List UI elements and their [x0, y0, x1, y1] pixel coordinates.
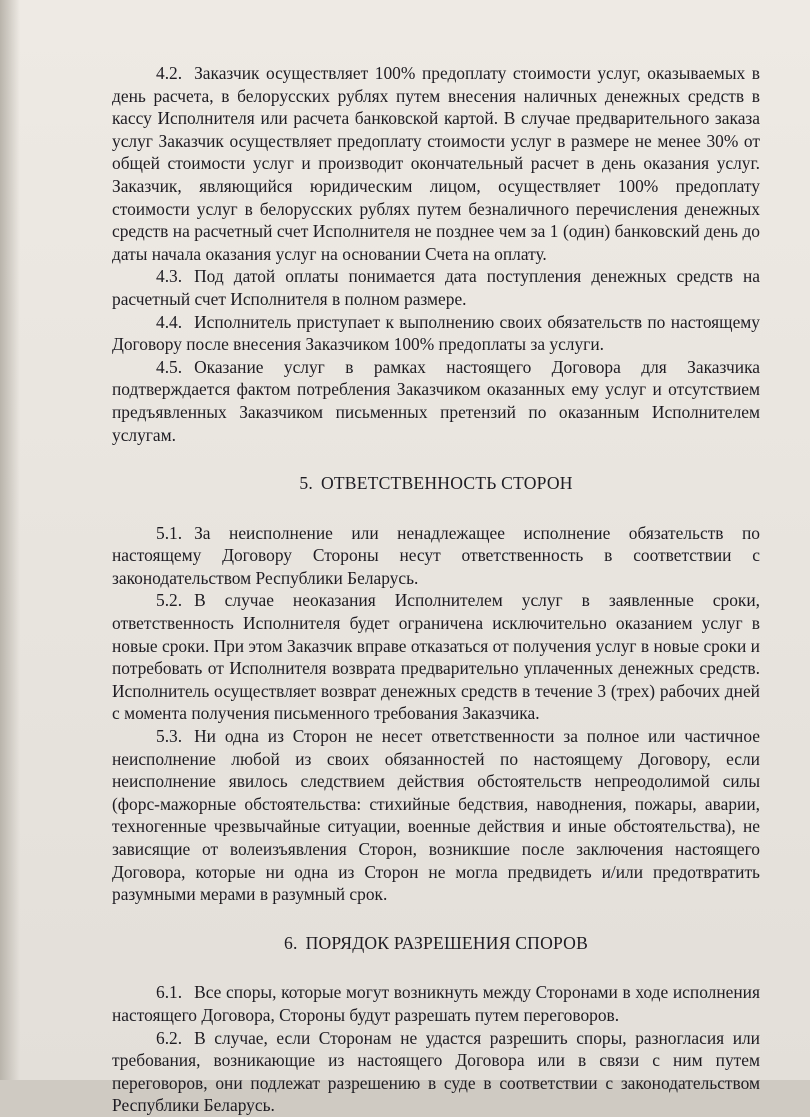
clause-6-1	[112, 981, 760, 1026]
clause-text: Оказание услуг в рамках настоящего Договора для Заказчика подтверждается фактом потребления Заказчиком оказанных ему услуг и отсутствием предъявленных Заказчиком письменных претензий по оказанным Исполнителем услугам.	[112, 356, 760, 445]
clause-number: 4.4.	[156, 311, 183, 332]
clause-number: 5.2.	[156, 590, 183, 611]
clause-5-3	[112, 725, 760, 906]
clause-text: Под датой оплаты понимается дата поступления денежных средств на расчетный счет Исполнителя в полном размере.	[112, 266, 760, 309]
clause-text: Все споры, которые могут возникнуть между Сторонами в ходе исполнения настоящего Договора, Стороны будут разрешать путем переговоров.	[112, 982, 760, 1025]
clause-text: В случае, если Сторонам не удастся разрешить споры, разногласия или требования, возникающие из настоящего Договора или в связи с ним путем переговоров, они подлежат разрешению в суде в соответствии с законодательством Республики Беларусь.	[112, 1027, 760, 1116]
clause-number: 4.3.	[156, 266, 183, 287]
section-5-heading	[112, 472, 760, 495]
clause-number: 6.2.	[156, 1027, 183, 1048]
clause-4-5	[112, 356, 760, 446]
section-title: ОТВЕТСТВЕННОСТЬ СТОРОН	[320, 473, 573, 494]
clause-text: За неисполнение или ненадлежащее исполнение обязательств по настоящему Договору Стороны несут ответственность в соответствии с законодательством Республики Беларусь.	[112, 522, 760, 588]
clause-4-3	[112, 265, 760, 310]
clause-6-2	[112, 1027, 760, 1117]
clause-text: Исполнитель приступает к выполнению своих обязательств по настоящему Договору после внесения Заказчиком 100% предоплаты за услуги.	[112, 311, 760, 355]
clause-5-1	[112, 522, 760, 590]
clause-number: 5.1.	[156, 522, 183, 543]
clause-4-2	[112, 62, 760, 265]
clause-text: Заказчик осуществляет 100% предоплату стоимости услуг, оказываемых в день расчета, в белорусских рублях путем внесения наличных денежных средств в кассу Исполнителя или расчета банковской картой. В случае предварительного заказа услуг Заказчик осуществляет предоплату стоимости услуг в размере не менее 30% от общей стоимости услуг и производит окончательный расчет в день оказания услуг. Заказчик, являющийся юридическим лицом, осуществляет 100% предоплату стоимости услуг в белорусских рублях путем безналичного перечисления денежных средств на расчетный счет Исполнителя не позднее чем за 1 (один) банковский день до даты начала оказания услуг на основании Счета на оплату.	[112, 63, 760, 264]
clause-4-4	[112, 311, 760, 356]
clause-5-2	[112, 589, 760, 725]
clause-number: 6.1.	[156, 982, 183, 1003]
clause-number: 4.5.	[156, 356, 183, 377]
clause-number: 4.2.	[156, 63, 183, 83]
page-edge-shadow	[0, 0, 20, 1080]
section-number: 5.	[299, 473, 313, 494]
clause-number: 5.3.	[156, 726, 183, 747]
clause-text: В случае неоказания Исполнителем услуг в заявленные сроки, ответственность Исполнителя будет ограничена исключительно оказанием услуг в новые сроки. При этом Заказчик вправе отказаться от получения услуг в новые сроки и потребовать от Исполнителя возврата предварительно уплаченных денежных средств. Исполнитель осуществляет возврат денежных средств в течение 3 (трех) рабочих дней с момента получения письменного требования Заказчика.	[112, 590, 760, 724]
section-number: 6.	[283, 932, 298, 953]
clause-text: Ни одна из Сторон не несет ответственности за полное или частичное неисполнение любой из своих обязанностей по настоящему Договору, если неисполнение явилось следствием действия обстоятельств непреодолимой силы (форс-мажорные обстоятельства: стихийные бедствия, наводнения, пожары, аварии, техногенные чрезвычайные ситуации, военные действия и иные обстоятельства), не зависящие от волеизъявления Сторон, возникшие после заключения настоящего Договора, которые ни одна из Сторон не могла предвидеть и/или предотвратить разумными мерами в разумный срок.	[112, 726, 760, 905]
section-6-heading	[112, 932, 760, 955]
document-body	[112, 62, 760, 1117]
section-title: ПОРЯДОК РАЗРЕШЕНИЯ СПОРОВ	[305, 932, 589, 953]
